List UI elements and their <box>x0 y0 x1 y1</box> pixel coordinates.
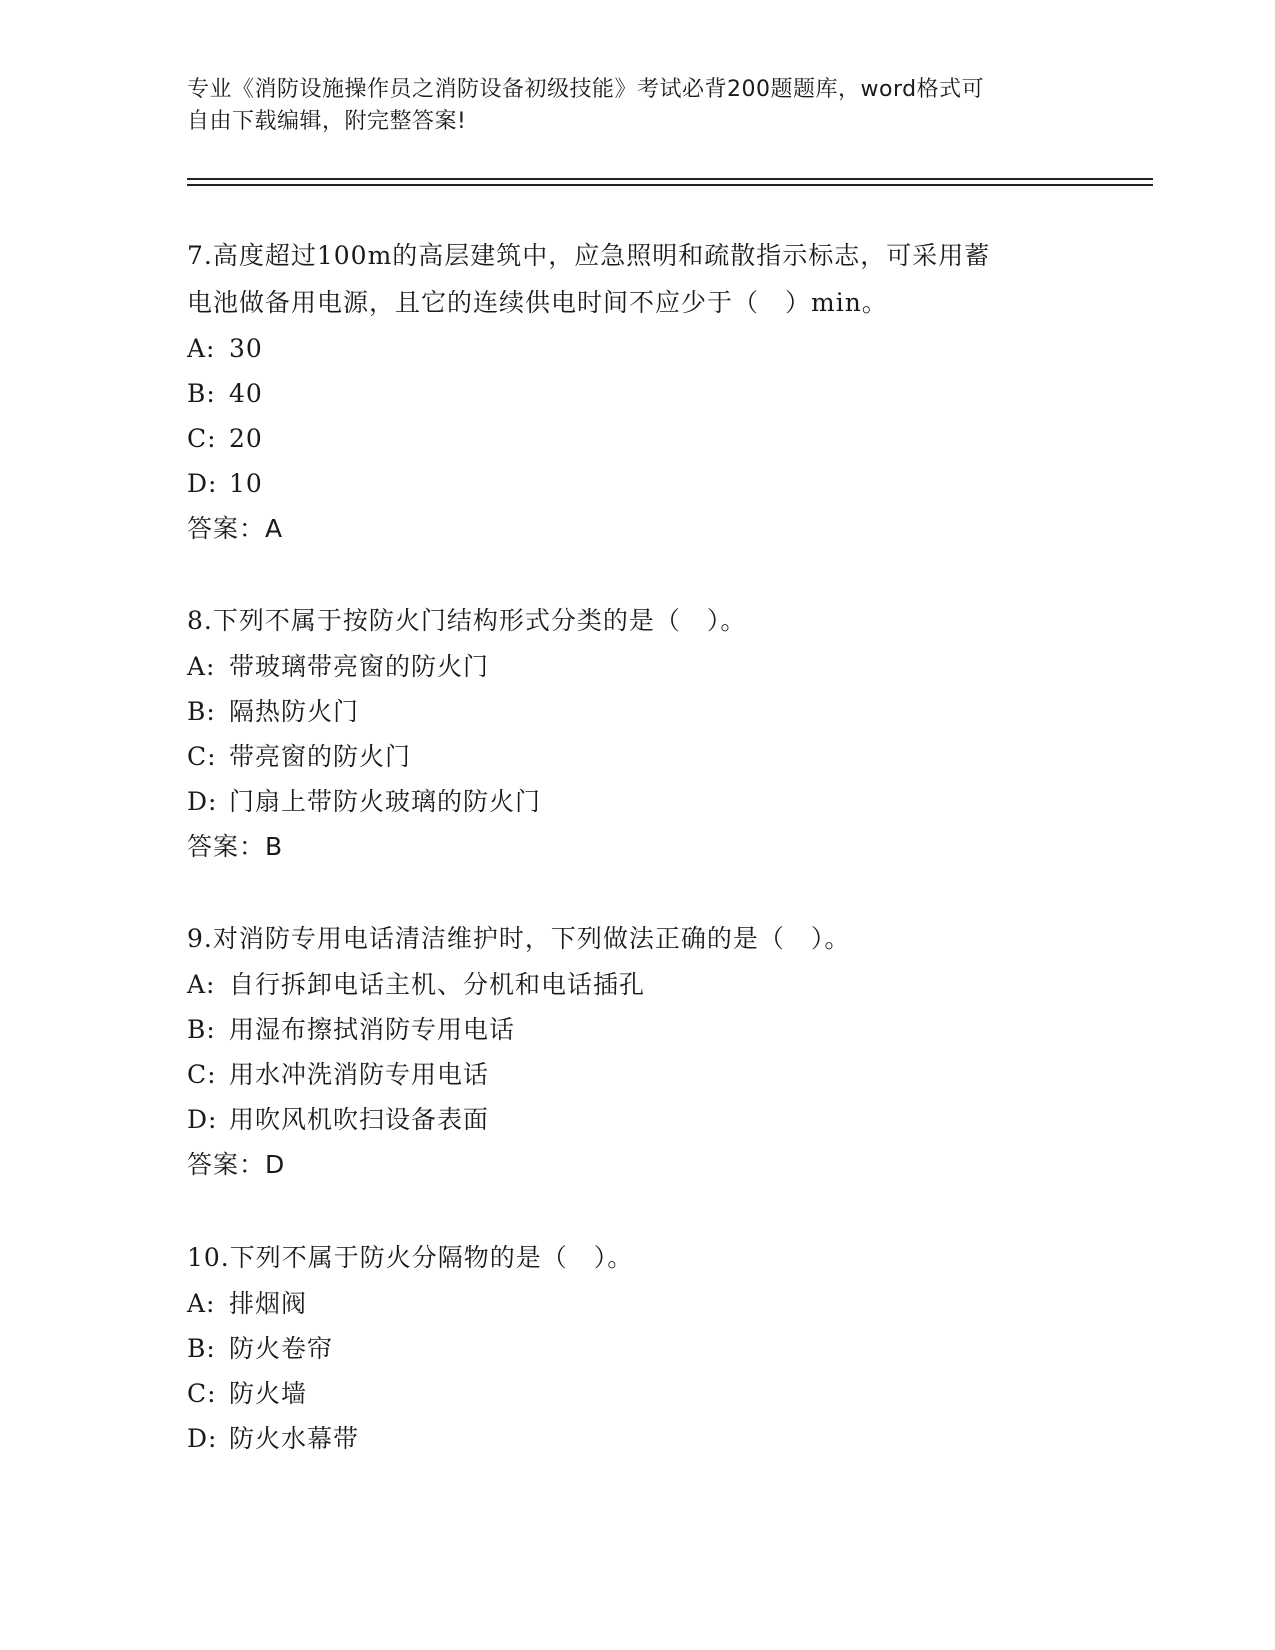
option-c <box>187 1052 1087 1097</box>
option-d <box>187 1416 1087 1461</box>
option-key: C: <box>187 424 217 453</box>
option-a <box>187 1281 1087 1326</box>
header-line-2: 自由下载编辑，附完整答案! <box>187 109 467 134</box>
header-line-1: 专业《消防设施操作员之消防设备初级技能》考试必背200题题库，word格式可 <box>187 77 985 102</box>
option-key: D: <box>187 1105 218 1134</box>
option-a <box>187 962 1087 1007</box>
answer-line: 答案：A <box>187 514 284 543</box>
question-stem-line: 8.下列不属于按防火门结构形式分类的是（ ）。 <box>187 606 747 635</box>
option-text: 带玻璃带亮窗的防火门 <box>229 652 490 681</box>
option-text: 门扇上带防火玻璃的防火门 <box>229 787 542 816</box>
option-d <box>187 1097 1087 1142</box>
option-key: D: <box>187 1424 218 1453</box>
question-7 <box>187 232 1087 552</box>
option-text: 自行拆卸电话主机、分机和电话插孔 <box>229 970 646 999</box>
option-c <box>187 734 1087 779</box>
option-key: B: <box>187 1015 216 1044</box>
option-d <box>187 461 1087 506</box>
option-a <box>187 326 1087 371</box>
answer-line: 答案：D <box>187 1150 286 1179</box>
document-header <box>187 74 1067 138</box>
option-text: 40 <box>229 379 263 408</box>
question-stem-line: 9.对消防专用电话清洁维护时，下列做法正确的是（ ）。 <box>187 924 851 953</box>
question-10 <box>187 1234 1087 1461</box>
option-text: 带亮窗的防火门 <box>229 742 412 771</box>
option-key: B: <box>187 379 216 408</box>
option-key: A: <box>187 1289 216 1318</box>
option-key: D: <box>187 787 218 816</box>
option-key: D: <box>187 469 218 498</box>
option-text: 防火水幕带 <box>229 1424 360 1453</box>
option-b <box>187 689 1087 734</box>
option-b <box>187 1326 1087 1371</box>
option-key: A: <box>187 652 216 681</box>
option-d <box>187 779 1087 824</box>
header-divider-bottom <box>187 184 1153 186</box>
option-key: B: <box>187 697 216 726</box>
option-text: 用湿布擦拭消防专用电话 <box>229 1015 516 1044</box>
header-divider-top <box>187 178 1153 180</box>
option-text: 10 <box>229 469 263 498</box>
option-key: B: <box>187 1334 216 1363</box>
question-stem-line: 7.高度超过100m的高层建筑中，应急照明和疏散指示标志，可采用蓄 <box>187 241 991 270</box>
option-text: 用吹风机吹扫设备表面 <box>229 1105 490 1134</box>
option-c <box>187 416 1087 461</box>
option-b <box>187 1007 1087 1052</box>
option-b <box>187 371 1087 416</box>
option-key: C: <box>187 1379 217 1408</box>
option-a <box>187 644 1087 689</box>
option-text: 20 <box>229 424 263 453</box>
option-key: A: <box>187 970 216 999</box>
question-stem-line: 10.下列不属于防火分隔物的是（ ）。 <box>187 1243 634 1272</box>
option-c <box>187 1371 1087 1416</box>
option-key: C: <box>187 742 217 771</box>
question-stem-line: 电池做备用电源，且它的连续供电时间不应少于（ ）min。 <box>187 288 888 317</box>
question-9 <box>187 915 1087 1188</box>
question-8 <box>187 597 1087 870</box>
option-text: 30 <box>229 334 263 363</box>
answer-line: 答案：B <box>187 832 284 861</box>
option-text: 排烟阀 <box>229 1289 308 1318</box>
option-key: A: <box>187 334 216 363</box>
option-text: 用水冲洗消防专用电话 <box>229 1060 490 1089</box>
option-text: 防火卷帘 <box>229 1334 334 1363</box>
option-key: C: <box>187 1060 217 1089</box>
option-text: 防火墙 <box>229 1379 308 1408</box>
option-text: 隔热防火门 <box>229 697 360 726</box>
